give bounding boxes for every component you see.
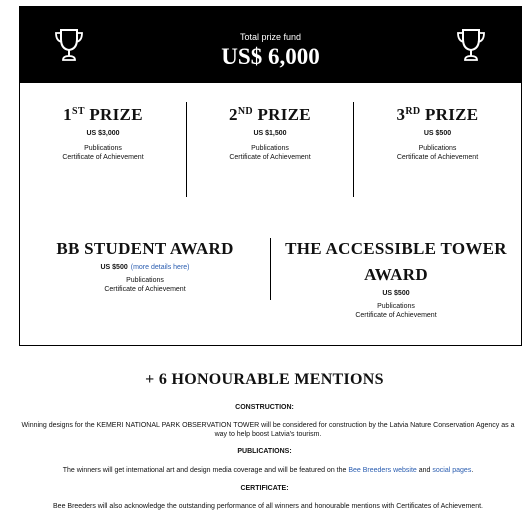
- trophy-icon: [455, 27, 487, 63]
- prizes-box: [19, 83, 522, 346]
- first-prize-title: 1ST PRIZE: [63, 105, 143, 124]
- publications-heading: PUBLICATIONS:: [237, 448, 292, 455]
- total-prize-fund-amount: US$ 6,000: [221, 44, 320, 69]
- student-award-amount: US $500 (more details here): [100, 264, 190, 271]
- third-prize-amount: US $500: [423, 130, 452, 137]
- construction-text: Winning designs for the KEMERI NATIONAL PARK OBSERVATION TOWER will be considered for construction by the Latvia Nature Conservation Agency as a way to help boost Latvia's tourism.: [21, 422, 515, 438]
- perk-publications: Publications: [251, 145, 289, 152]
- perk-certificate: Certificate of Achievement: [396, 154, 479, 161]
- student-award: [20, 236, 270, 294]
- perk-certificate: Certificate of Achievement: [104, 286, 186, 293]
- bee-breeders-website-link[interactable]: Bee Breeders website: [348, 467, 417, 474]
- accessible-tower-award-title-line1: THE ACCESSIBLE TOWER: [285, 239, 507, 258]
- second-prize: [187, 105, 353, 162]
- first-prize: [20, 105, 186, 162]
- construction-heading: CONSTRUCTION:: [235, 404, 294, 411]
- accessible-tower-award: [271, 236, 521, 320]
- more-details-link[interactable]: (more details here): [130, 264, 190, 271]
- social-pages-link[interactable]: social pages: [432, 467, 472, 474]
- third-prize-title: 3RD PRIZE: [396, 105, 479, 124]
- perk-publications: Publications: [84, 145, 122, 152]
- first-prize-amount: US $3,000: [86, 130, 120, 137]
- prize-fund-header: [19, 6, 522, 83]
- perk-certificate: Certificate of Achievement: [229, 154, 311, 161]
- certificate-text: Bee Breeders will also acknowledge the outstanding performance of all winners and honourable mentions with Certificates of Achievement.: [53, 503, 483, 510]
- total-prize-fund-label: Total prize fund: [239, 32, 302, 42]
- perk-certificate: Certificate of Achievement: [62, 154, 144, 161]
- accessible-tower-award-amount: US $500: [382, 290, 410, 297]
- accessible-tower-award-title-line2: AWARD: [364, 265, 428, 284]
- certificate-heading: CERTIFICATE:: [240, 485, 289, 492]
- perk-publications: Publications: [377, 303, 415, 310]
- honourable-mentions-title: + 6 HONOURABLE MENTIONS: [145, 371, 384, 388]
- student-award-title: BB STUDENT AWARD: [56, 239, 234, 258]
- second-prize-title: 2ND PRIZE: [229, 105, 311, 124]
- second-prize-amount: US $1,500: [253, 130, 287, 137]
- perk-publications: Publications: [126, 277, 164, 284]
- perk-certificate: Certificate of Achievement: [355, 312, 437, 319]
- perk-publications: Publications: [418, 145, 457, 152]
- publications-text: The winners will get international art and design media coverage and will be featured on the Bee Breeders website and social pages.: [62, 467, 474, 474]
- third-prize: [354, 105, 521, 162]
